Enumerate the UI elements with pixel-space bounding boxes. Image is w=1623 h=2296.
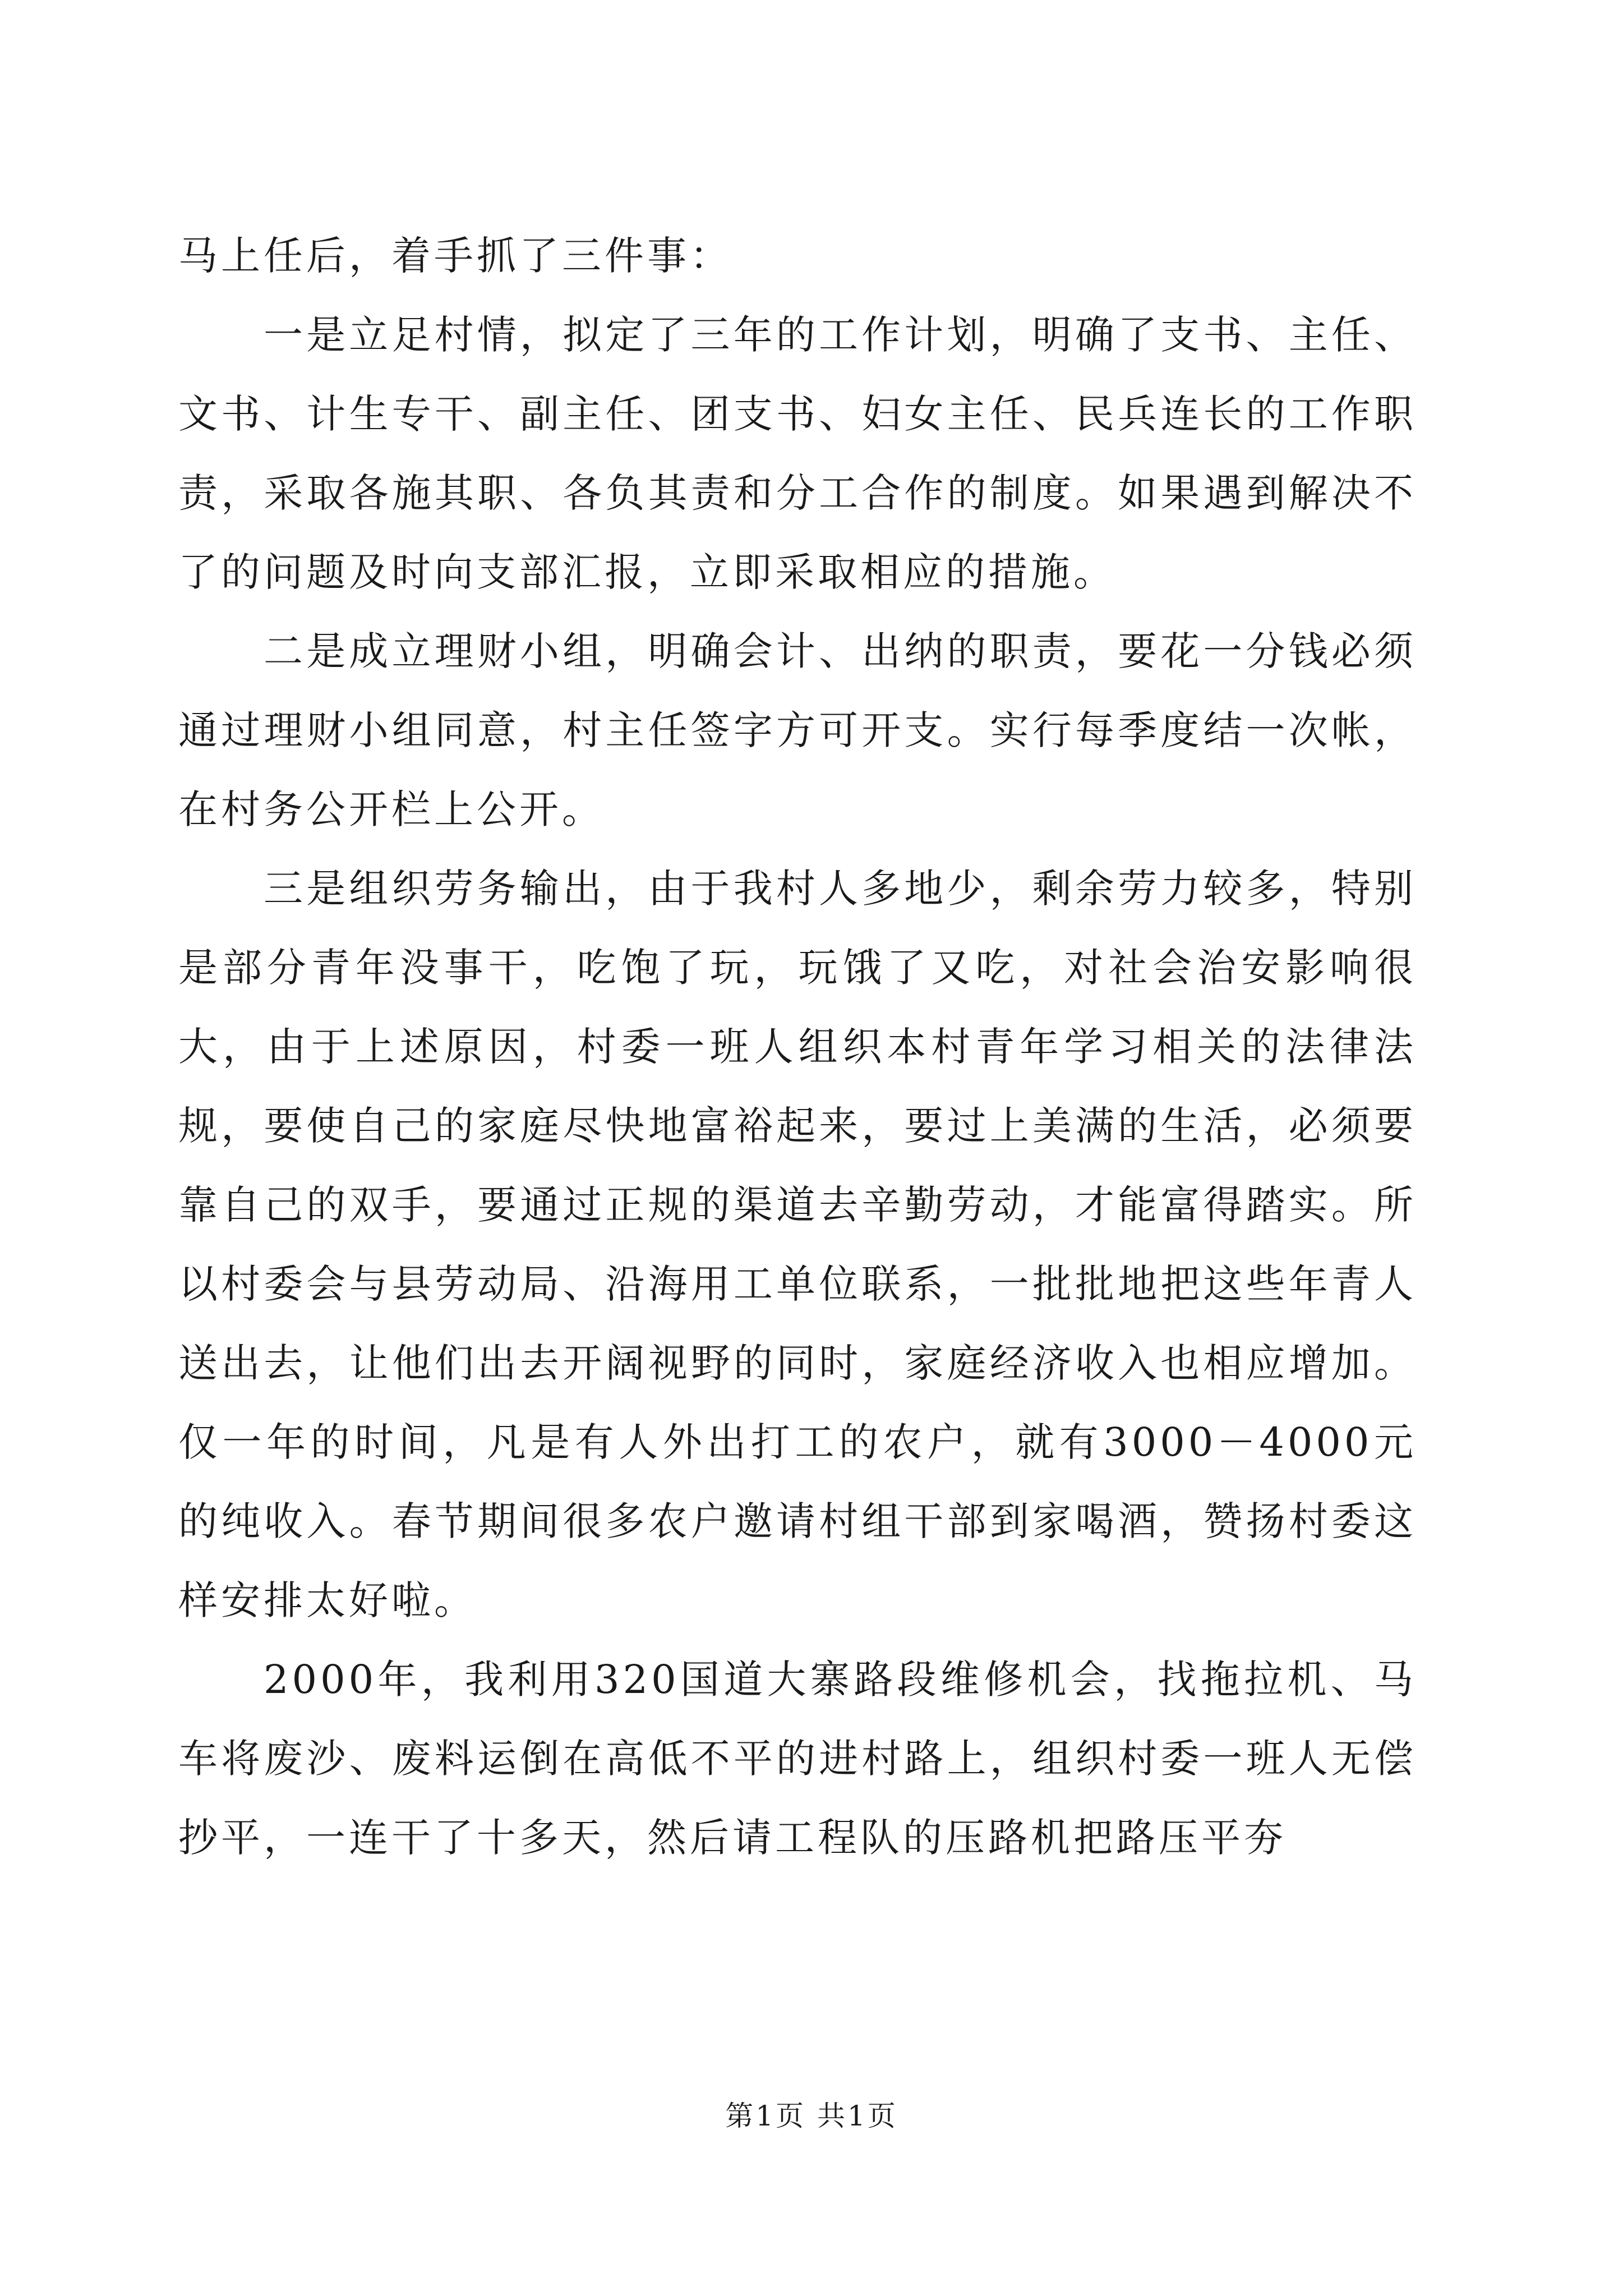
page-number-footer: 第1页 共1页 (725, 2100, 898, 2132)
paragraph-item-one: 一是立足村情，拟定了三年的工作计划，明确了支书、主任、文书、计生专干、副主任、团支书、妇女主任、民兵连长的工作职责，采取各施其职、各负其责和分工合作的制度。如果遇到解决不了的问题及时向支部汇报，立即采取相应的措施。 (178, 312, 1417, 595)
paragraph-year-2000: 2000年，我利用320国道大寨路段维修机会，找拖拉机、马车将废沙、废料运倒在高低不平的进村路上，组织村委一班人无偿抄平，一连干了十多天，然后请工程队的压路机把路压平夯 (178, 1657, 1417, 1861)
paragraph-intro: 马上任后，着手抓了三件事： (178, 233, 732, 279)
document-body (178, 217, 1417, 1878)
paragraph-item-three: 三是组织劳务输出，由于我村人多地少，剩余劳力较多，特别是部分青年没事干，吃饱了玩，玩饿了又吃，对社会治安影响很大，由于上述原因，村委一班人组织本村青年学习相关的法律法规，要使自己的家庭尽快地富裕起来，要过上美满的生活，必须要靠自己的双手，要通过正规的渠道去辛勤劳动，才能富得踏实。所以村委会与县劳动局、沿海用工单位联系，一批批地把这些年青人送出去，让他们出去开阔视野的同时，家庭经济收入也相应增加。仅一年的时间，凡是有人外出打工的农户，就有3000－4000元的纯收入。春节期间很多农户邀请村组干部到家喝酒，赞扬村委这样安排太好啦。 (178, 866, 1417, 1623)
paragraph-item-two: 二是成立理财小组，明确会计、出纳的职责，要花一分钱必须通过理财小组同意，村主任签字方可开支。实行每季度结一次帐，在村务公开栏上公开。 (178, 628, 1417, 832)
